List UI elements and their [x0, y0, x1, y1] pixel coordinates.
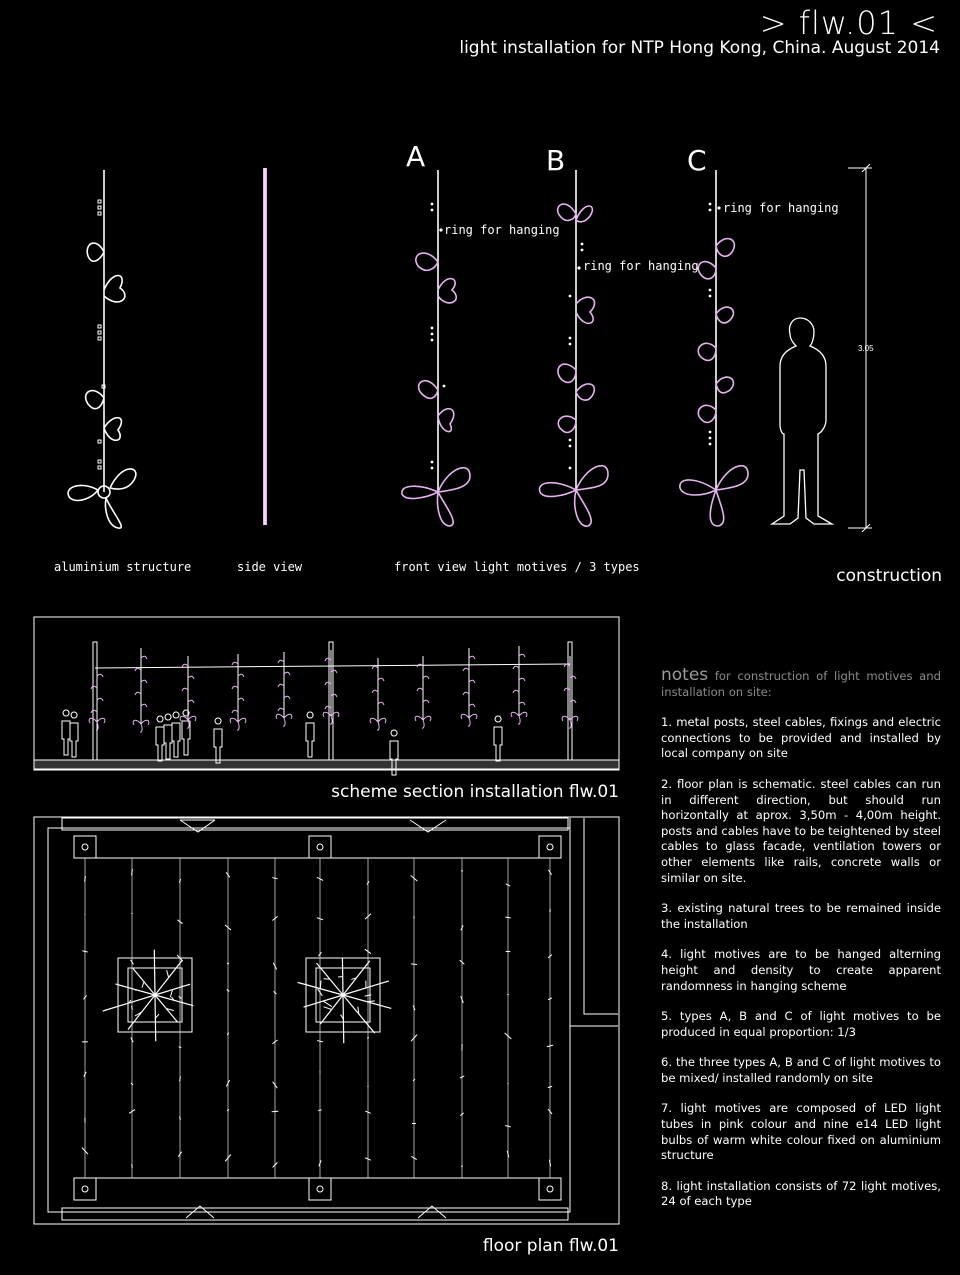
- floor-plan-drawing: [34, 817, 619, 1224]
- section-drawing: [34, 617, 619, 770]
- section-motive-leaf: [519, 654, 525, 657]
- section-motive-leaf: [372, 666, 378, 669]
- caption-construction: construction: [836, 566, 942, 586]
- plan-motive: [508, 1083, 509, 1084]
- plan-tree-branch: [155, 995, 193, 1006]
- plan-motive: [82, 951, 87, 952]
- section-person: [164, 714, 172, 759]
- plan-motive: [549, 1160, 550, 1167]
- note-item-7: 7. light motives are composed of LED light tubes in pink colour and nine e14 LED light bulbs of warm white colour fixed on aluminium structure: [661, 1101, 941, 1163]
- section-motive-leaf: [284, 672, 290, 675]
- section-motive-leaf: [141, 704, 147, 707]
- plan-motive: [227, 1033, 228, 1036]
- plan-motive: [505, 917, 511, 918]
- note-item-5: 5. types A, B and C of light motives to be produced in equal proportion: 1/3: [661, 1009, 941, 1039]
- section-motive-leaf: [141, 656, 147, 659]
- height-dimension-label: 3.05: [858, 344, 874, 353]
- section-motive-leaf: [188, 676, 194, 679]
- section-motive-leaf: [278, 684, 284, 687]
- plan-motive: [317, 1041, 323, 1042]
- section-person: [494, 716, 502, 761]
- plan-motive: [272, 1111, 279, 1112]
- section-motive-leaf: [513, 690, 519, 693]
- section-motive-leaf: [278, 708, 284, 711]
- section-motive-leaf: [232, 710, 238, 713]
- section-motive-leaf: [232, 686, 238, 689]
- plan-motive: [179, 1047, 181, 1048]
- section-motive-leaf: [91, 710, 97, 713]
- section-person: [306, 712, 314, 757]
- section-motive-leaf: [570, 676, 576, 679]
- section-motive-leaf: [570, 700, 576, 703]
- plan-tree-twig: [320, 981, 321, 989]
- section-motive-leaf: [135, 692, 141, 695]
- section-motive-leaf: [182, 664, 188, 667]
- section-person: [62, 710, 70, 755]
- note-item-2: 2. floor plan is schematic. steel cables can run in different direction, but should run horizontally at aprox. 3,50m - 4,00m height. posts and cables have to be teightened by steel cables to glass facade, ventilation towers or other elements like rails, concrete walls or similar on site.: [661, 776, 941, 885]
- note-item-3: 3. existing natural trees to be remained inside the installation: [661, 901, 941, 931]
- section-person: [70, 712, 78, 757]
- section-motive-leaf: [278, 660, 284, 663]
- human-scale-figure: [772, 318, 832, 524]
- section-motive-leaf: [564, 688, 570, 691]
- section-motive-leaf: [182, 688, 188, 691]
- plan-motive: [505, 1126, 511, 1127]
- ring-label-c: ring for hanging: [723, 201, 839, 215]
- note-item-1: 1. metal posts, steel cables, fixings and electric connections to be provided and installed by local company on site: [661, 715, 941, 761]
- section-motive-leaf: [284, 696, 290, 699]
- section-motive-leaf: [423, 700, 429, 703]
- caption-floor-plan: floor plan flw.01: [482, 1236, 619, 1256]
- section-motive-leaf: [513, 666, 519, 669]
- section-motive-leaf: [463, 668, 469, 671]
- section-motive-leaf: [469, 680, 475, 683]
- section-motive-leaf: [378, 678, 384, 681]
- type-c-label: C: [687, 144, 707, 177]
- section-motive-leaf: [378, 702, 384, 705]
- notes-panel: [661, 665, 941, 1225]
- plan-motive: [413, 1079, 415, 1081]
- plan-motive: [318, 1110, 322, 1111]
- section-motive-leaf: [469, 704, 475, 707]
- section-person: [156, 716, 164, 761]
- plan-tree-twig: [323, 1001, 332, 1007]
- notes-heading-rest: for construction of light motives and installation on site:: [661, 669, 941, 699]
- plan-motive: [411, 964, 417, 965]
- section-motive-leaf: [238, 674, 244, 677]
- plan-tree-twig: [167, 970, 169, 977]
- section-motive-leaf: [469, 656, 475, 659]
- caption-section: scheme section installation flw.01: [331, 782, 619, 802]
- ring-label-b: ring for hanging: [583, 259, 699, 273]
- section-motive-leaf: [135, 668, 141, 671]
- type-a-label: A: [406, 140, 426, 173]
- section-motive-leaf: [423, 676, 429, 679]
- plan-tree-branch: [155, 960, 182, 995]
- plan-tree-twig: [324, 1007, 332, 1010]
- plan-motive: [461, 1166, 462, 1167]
- section-motive-leaf: [97, 674, 103, 677]
- section-motive-leaf: [325, 706, 331, 709]
- section-motive-leaf: [91, 686, 97, 689]
- plan-tree-twig: [142, 982, 144, 988]
- section-person: [214, 718, 222, 763]
- ring-label-a: ring for hanging: [444, 223, 560, 237]
- light-motive-type-c: [680, 170, 748, 526]
- plan-motive: [548, 1086, 552, 1087]
- plan-motive: [367, 1038, 369, 1039]
- section-motive-leaf: [519, 678, 525, 681]
- aluminium-structure-drawing: [68, 170, 136, 528]
- type-b-label: B: [546, 144, 566, 177]
- notes-heading: notes: [661, 665, 709, 685]
- section-motive-leaf: [325, 658, 331, 661]
- caption-front-view: front view light motives / 3 types: [394, 560, 640, 574]
- section-motive-leaf: [564, 664, 570, 667]
- section-motive-leaf: [417, 688, 423, 691]
- plan-motive: [131, 913, 132, 914]
- note-item-4: 4. light motives are to be hanged alterning height and density to create apparent randomness in hanging scheme: [661, 947, 941, 993]
- section-motive-leaf: [232, 662, 238, 665]
- page-subtitle: light installation for NTP Hong Kong, China. August 2014: [459, 38, 940, 58]
- section-person: [172, 712, 180, 757]
- section-motive-leaf: [238, 698, 244, 701]
- section-motive-leaf: [331, 694, 337, 697]
- plan-motive: [227, 1110, 229, 1111]
- caption-side-view: side view: [237, 560, 303, 574]
- caption-aluminium-structure: aluminium structure: [54, 560, 192, 574]
- plan-motive: [550, 909, 551, 912]
- plan-tree-branch: [343, 961, 370, 995]
- section-motive-leaf: [463, 692, 469, 695]
- page-title: > flw.01 <: [759, 4, 938, 42]
- note-item-8: 8. light installation consists of 72 light motives, 24 of each type: [661, 1178, 941, 1209]
- section-motive-leaf: [97, 698, 103, 701]
- section-motive-leaf: [372, 690, 378, 693]
- section-motive-leaf: [331, 670, 337, 673]
- section-motive-leaf: [188, 700, 194, 703]
- plan-motive: [272, 878, 277, 879]
- plan-tree-branch: [343, 995, 391, 1008]
- plan-motive: [227, 963, 229, 964]
- plan-tree-branch: [155, 995, 177, 1022]
- plan-motive: [179, 879, 180, 883]
- note-item-6: 6. the three types A, B and C of light motives to be mixed/ installed randomly on site: [661, 1055, 941, 1085]
- section-motive-leaf: [141, 680, 147, 683]
- section-motive-leaf: [325, 682, 331, 685]
- section-motive-leaf: [519, 702, 525, 705]
